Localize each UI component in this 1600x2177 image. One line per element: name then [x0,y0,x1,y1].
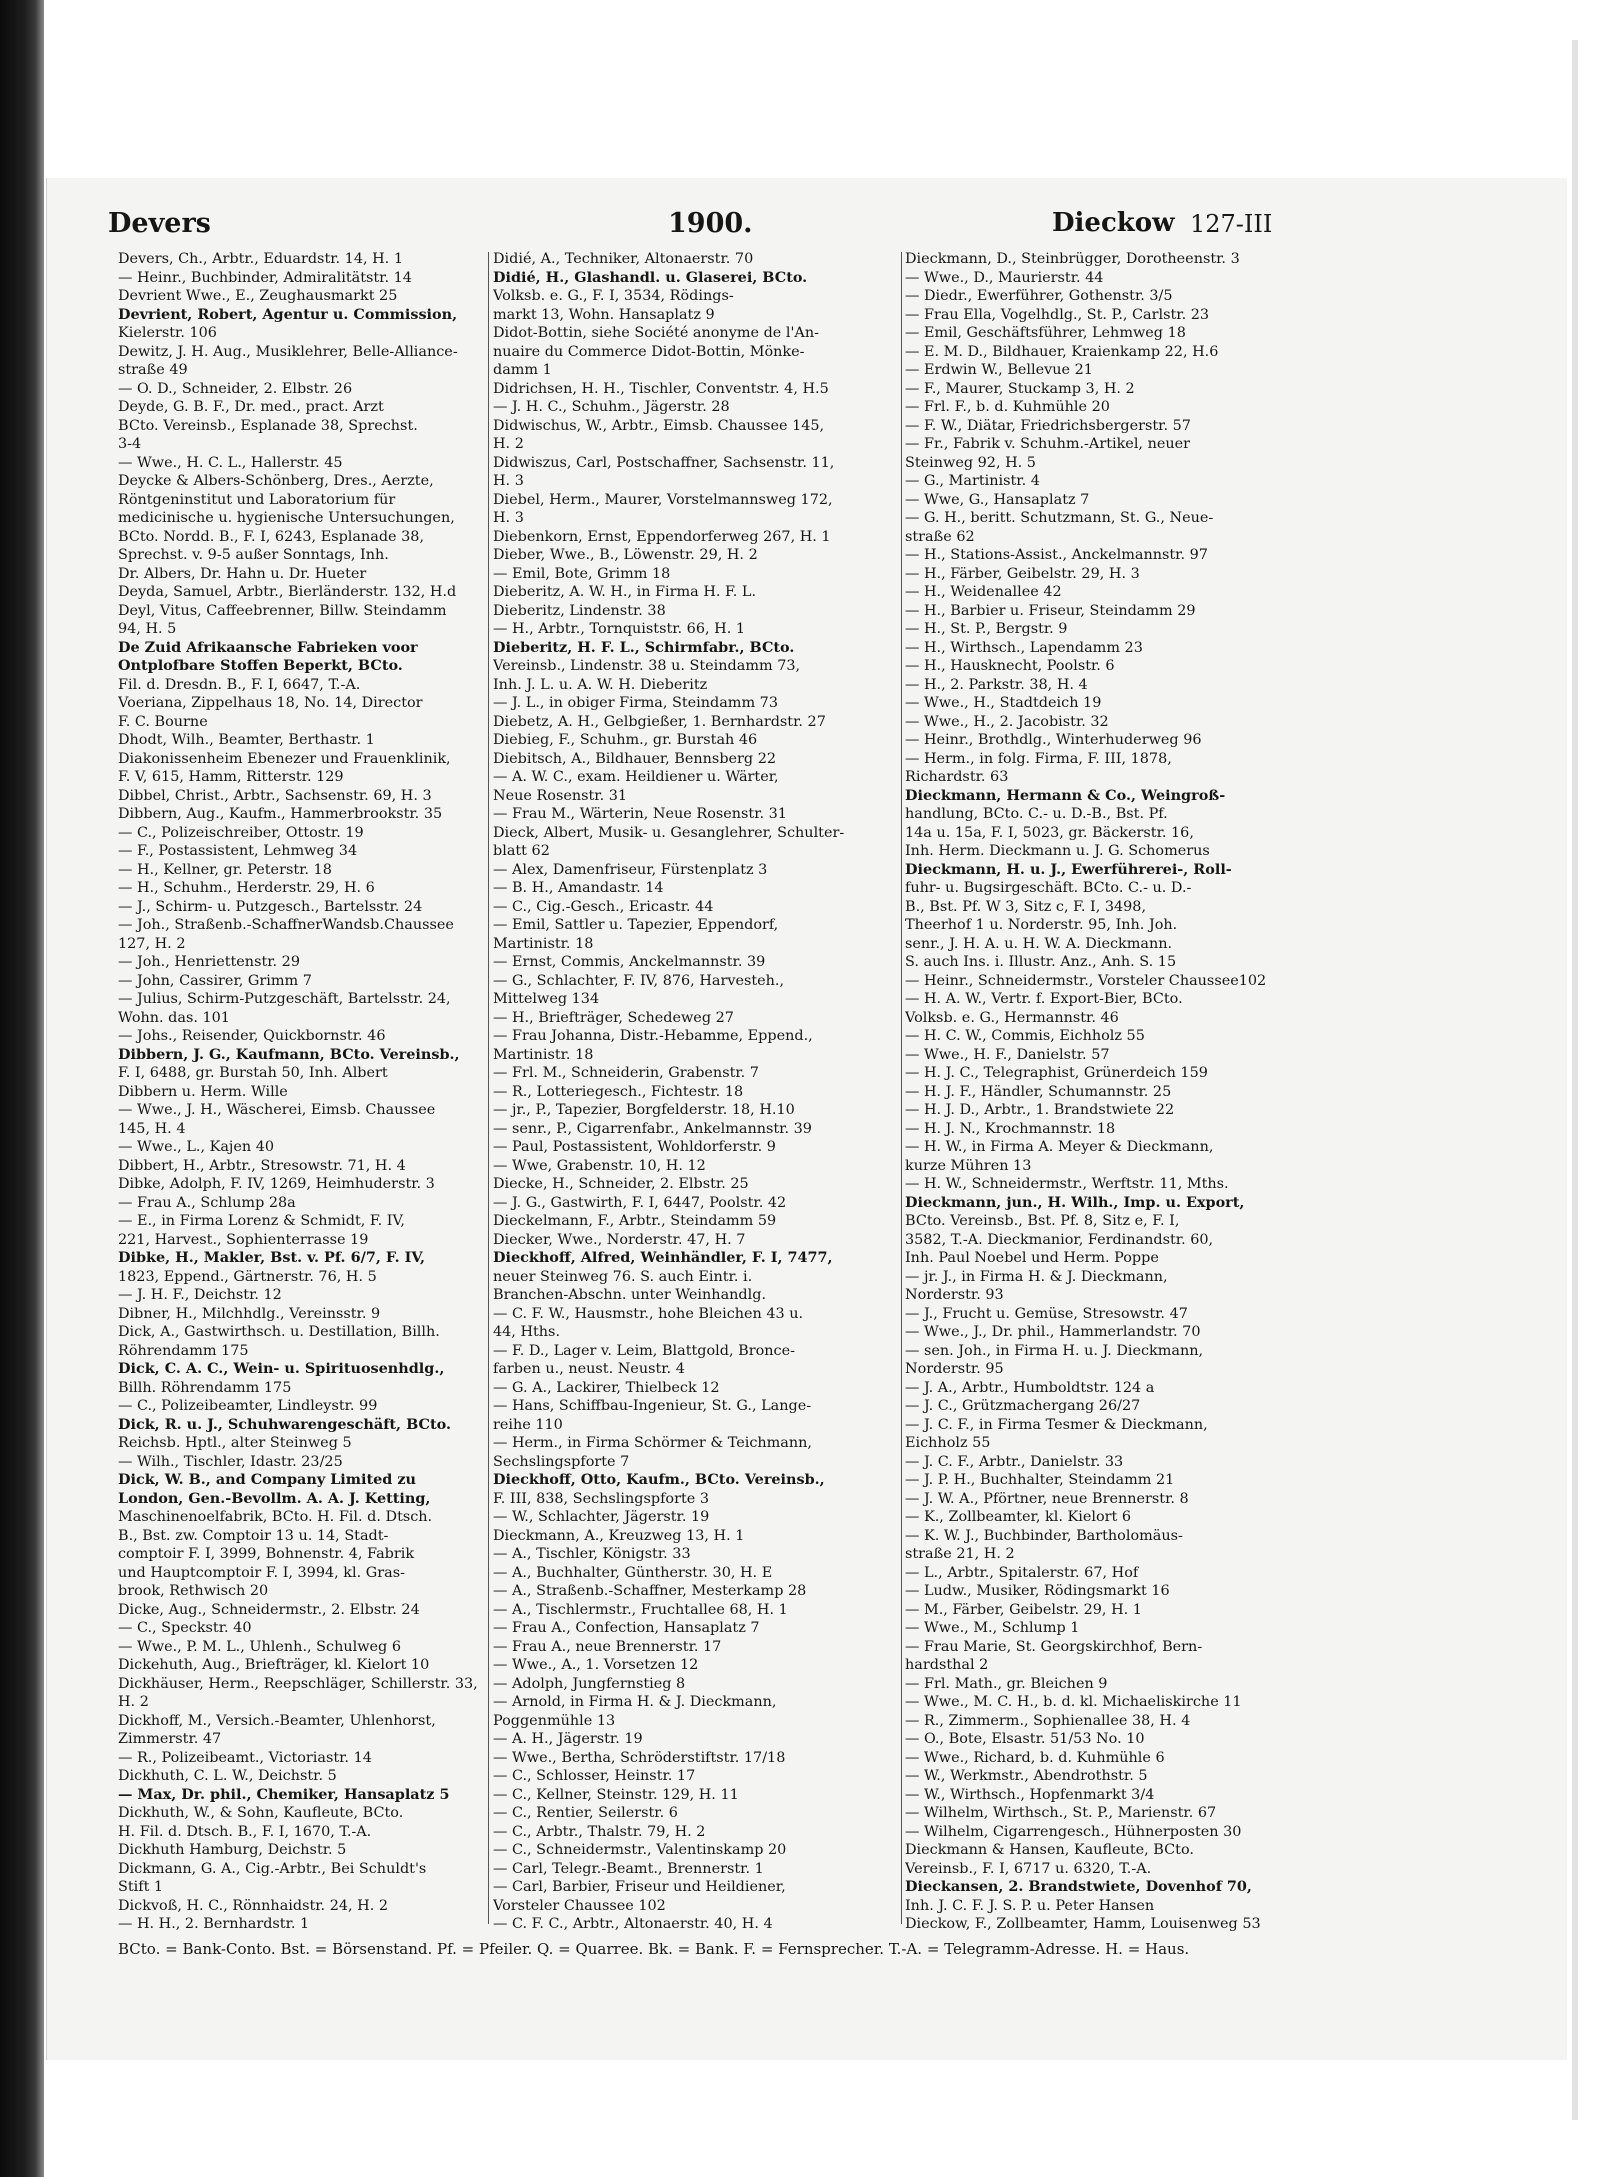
directory-entry-line: Volksb. e. G., F. I, 3534, Rödings- [493,288,734,304]
directory-entry-line: H. 3 [493,510,524,526]
directory-entry-line: — A., Straßenb.-Schaffner, Mesterkamp 28 [493,1583,807,1599]
directory-entry-line: Dieckansen, 2. Brandstwiete, Dovenhof 70, [905,1878,1252,1895]
directory-entry-line: Dickhuth Hamburg, Deichstr. 5 [118,1842,347,1858]
directory-entry-line: fuhr- u. Bugsirgeschäft. BCto. C.- u. D.- [905,880,1192,896]
directory-entry-line: Stift 1 [118,1879,164,1895]
directory-entry-line: — Wwe., H. C. L., Hallerstr. 45 [118,454,343,471]
directory-entry-line: Dieberitz, H. F. L., Schirmfabr., BCto. [493,638,795,656]
directory-entry-line: — W., Wirthsch., Hopfenmarkt 3/4 [905,1786,1155,1803]
directory-entry-line: Dickhoff, M., Versich.-Beamter, Uhlenhorst, [118,1712,436,1729]
directory-entry-line: Dibbern, Aug., Kaufm., Hammerbrookstr. 35 [118,806,443,822]
directory-entry-line: — J. W. A., Pförtner, neue Brennerstr. 8 [905,1490,1189,1507]
directory-entry-line: Ontplofbare Stoffen Beperkt, BCto. [118,657,403,674]
directory-entry-line: Dickhäuser, Herm., Reepschläger, Schillerstr. 33, [118,1675,478,1692]
directory-entry-line: — Wwe., P. M. L., Uhlenh., Schulweg 6 [118,1638,401,1655]
directory-entry-line: Dibner, H., Milchhdlg., Vereinsstr. 9 [118,1305,381,1322]
directory-entry-line: — G., Martinistr. 4 [905,473,1040,489]
directory-entry-line: brook, Rethwisch 20 [118,1583,269,1599]
directory-entry-line: Dewitz, J. H. Aug., Musiklehrer, Belle-Alliance- [118,343,458,360]
directory-entry-line: Diebel, Herm., Maurer, Vorstelmannsweg 172, [493,491,833,508]
directory-entry-line: — G., Schlachter, F. IV, 876, Harvesteh., [493,972,785,989]
directory-entry-line: Diebetz, A. H., Gelbgießer, 1. Bernhardstr. 27 [493,713,826,730]
directory-entry-line: Billh. Röhrendamm 175 [118,1379,292,1396]
directory-entry-line: — Hans, Schiffbau-Ingenieur, St. G., Lange- [493,1398,812,1414]
directory-entry-line: Dicke, Aug., Schneidermstr., 2. Elbstr. 24 [118,1601,420,1618]
directory-entry-line: — H., Schuhm., Herderstr. 29, H. 6 [118,880,375,896]
directory-entry-line: De Zuid Afrikaansche Fabrieken voor [118,638,418,656]
directory-entry-line: — E. M. D., Bildhauer, Kraienkamp 22, H.6 [905,343,1219,360]
directory-entry-line: — Wwe., M. C. H., b. d. kl. Michaeliskirche 11 [905,1694,1242,1710]
directory-entry-line: Didwischus, W., Arbtr., Eimsb. Chaussee 145, [493,417,825,434]
directory-entry-line: — H., Weidenallee 42 [905,584,1062,600]
directory-entry-line: Dickehuth, Aug., Briefträger, kl. Kielort 10 [118,1657,430,1673]
directory-entry-line: Norderstr. 93 [905,1287,1004,1303]
directory-entry-line: Deyde, G. B. F., Dr. med., pract. Arzt [118,399,384,415]
directory-entry-line: Reichsb. Hptl., alter Steinweg 5 [118,1435,352,1451]
directory-entry-line: — F., Postassistent, Lehmweg 34 [118,843,358,859]
directory-entry-line: Volksb. e. G., Hermannstr. 46 [905,1009,1119,1026]
directory-entry-line: Dieck, Albert, Musik- u. Gesanglehrer, Schulter- [493,824,845,841]
directory-entry-line: — Arnold, in Firma H. & J. Dieckmann, [493,1694,777,1710]
directory-entry-line: — H. W., Schneidermstr., Werftstr. 11, Mths. [905,1176,1229,1192]
directory-entry-line: — A., Tischler, Königstr. 33 [493,1546,691,1562]
directory-entry-line: Norderstr. 95 [905,1361,1004,1377]
directory-entry-line: Dieckmann, D., Steinbrügger, Dorotheenstr. 3 [905,251,1240,267]
directory-entry-line: — Wwe., D., Maurierstr. 44 [905,269,1104,286]
directory-entry-line: — Frl. F., b. d. Kuhmühle 20 [905,399,1110,415]
directory-entry-line: — G. A., Lackirer, Thielbeck 12 [493,1379,720,1396]
directory-entry-line: Diebieg, F., Schuhm., gr. Burstah 46 [493,732,758,748]
directory-entry-line: medicinische u. hygienische Untersuchungen, [118,510,455,526]
directory-entry-line: 3582, T.-A. Dieckmanior, Ferdinandstr. 60, [905,1231,1214,1248]
directory-entry-line: Dibbel, Christ., Arbtr., Sachsenstr. 69, H. 3 [118,787,432,804]
directory-entry-line: — R., Polizeibeamt., Victoriastr. 14 [118,1749,372,1766]
directory-entry-line: Sechslingspforte 7 [493,1453,630,1470]
directory-entry-line: Dieberitz, A. W. H., in Firma H. F. L. [493,584,757,600]
directory-entry-line: Dieckow, F., Zollbeamter, Hamm, Louisenweg 53 [905,1916,1261,1932]
directory-entry-line: Didrichsen, H. H., Tischler, Conventstr. 4, H.5 [493,380,829,397]
directory-entry-line: — R., Zimmerm., Sophienallee 38, H. 4 [905,1712,1191,1729]
directory-entry-line: kurze Mühren 13 [905,1157,1032,1174]
directory-entry-line: 221, Harvest., Sophienterrasse 19 [118,1231,369,1248]
header-right-word: Dieckow [1052,208,1175,238]
directory-entry-line: — J. G., Gastwirth, F. I, 6447, Poolstr. 42 [493,1194,787,1211]
directory-entry-line: — H. C. W., Commis, Eichholz 55 [905,1028,1145,1044]
directory-entry-line: — H., Wirthsch., Lapendamm 23 [905,639,1143,656]
directory-entry-line: Diecker, Wwe., Norderstr. 47, H. 7 [493,1231,746,1248]
directory-entry-line: — Alex, Damenfriseur, Fürstenplatz 3 [493,861,768,878]
directory-entry-line: BCto. Nordd. B., F. I, 6243, Esplanade 38, [118,528,425,545]
directory-entry-line: — K., Zollbeamter, kl. Kielort 6 [905,1509,1132,1525]
directory-entry-line: — J. C. F., in Firma Tesmer & Dieckmann, [905,1416,1208,1433]
directory-entry-line: — Frl. Math., gr. Bleichen 9 [905,1675,1108,1692]
directory-entry-line: Dickhuth, W., & Sohn, Kaufleute, BCto. [118,1805,404,1821]
directory-entry-line: — H., Stations-Assist., Anckelmannstr. 97 [905,547,1208,563]
directory-entry-line: — C., Kellner, Steinstr. 129, H. 11 [493,1786,739,1803]
directory-entry-line: Dieckhoff, Alfred, Weinhändler, F. I, 7477, [493,1249,833,1266]
directory-entry-line: — H., Kellner, gr. Peterstr. 18 [118,861,332,878]
directory-entry-line: farben u., neust. Neustr. 4 [493,1361,685,1377]
directory-entry-line: — C. F. C., Arbtr., Altonaerstr. 40, H. 4 [493,1916,773,1932]
directory-entry-line: — H. H., 2. Bernhardstr. 1 [118,1916,310,1932]
directory-entry-line: comptoir F. I, 3999, Bohnenstr. 4, Fabrik [118,1546,415,1562]
directory-entry-line: Martinistr. 18 [493,1046,594,1063]
directory-entry-line: B., Bst. Pf. W 3, Sitz c, F. I, 3498, [905,898,1147,915]
abbreviation-legend: BCto. = Bank-Conto. Bst. = Börsenstand. Pf. = Pfeiler. Q. = Quarree. Bk. = Bank. F. = Fernsprecher. T.-A. = Telegramm-Adresse. H. = Haus. [118,1940,1190,1958]
directory-entry-line: Maschinenoelfabrik, BCto. H. Fil. d. Dtsch. [118,1509,433,1525]
directory-entry-line: reihe 110 [493,1416,563,1433]
directory-entry-line: 44, Hths. [493,1324,561,1340]
directory-entry-line: — Ernst, Commis, Anckelmannstr. 39 [493,954,766,970]
directory-entry-line: — Frau A., Confection, Hansaplatz 7 [493,1620,760,1636]
directory-entry-line: — Heinr., Schneidermstr., Vorsteler Chaussee102 [905,972,1267,989]
directory-entry-line: — Wwe., Bertha, Schröderstiftstr. 17/18 [493,1749,786,1766]
directory-entry-line: — J., Frucht u. Gemüse, Stresowstr. 47 [905,1305,1188,1322]
directory-entry-line: — K. W. J., Buchbinder, Bartholomäus- [905,1527,1183,1544]
directory-entry-line: handlung, BCto. C.- u. D.-B., Bst. Pf. [905,806,1168,822]
directory-entry-line: Voeriana, Zippelhaus 18, No. 14, Director [118,695,423,711]
directory-entry-line: F. V, 615, Hamm, Ritterstr. 129 [118,769,344,785]
directory-entry-line: Vereinsb., Lindenstr. 38 u. Steindamm 73, [493,658,801,674]
directory-entry-line: — Emil, Sattler u. Tapezier, Eppendorf, [493,917,779,933]
directory-entry-line: Martinistr. 18 [493,935,594,952]
directory-entry-line: Dr. Albers, Dr. Hahn u. Dr. Hueter [118,565,367,582]
header-left-word: Devers [108,208,211,239]
directory-entry-line: H. Fil. d. Dtsch. B., F. I, 1670, T.-A. [118,1823,372,1840]
directory-entry-line: Inh. Herm. Dieckmann u. J. G. Schomerus [905,843,1210,859]
directory-entry-line: blatt 62 [493,843,550,859]
directory-entry-line: — C., Arbtr., Thalstr. 79, H. 2 [493,1823,706,1840]
directory-entry-line: — O. D., Schneider, 2. Elbstr. 26 [118,380,353,397]
directory-entry-line: Fil. d. Dresdn. B., F. I, 6647, T.-A. [118,676,361,693]
directory-entry-line: — F. W., Diätar, Friedrichsbergerstr. 57 [905,417,1191,434]
directory-entry-line: — A. H., Jägerstr. 19 [493,1731,643,1747]
directory-entry-line: H. 2 [118,1694,149,1710]
directory-entry-line: — H. J. F., Händler, Schumannstr. 25 [905,1083,1172,1100]
directory-entry-line: Inh. J. C. F. J. S. P. u. Peter Hansen [905,1897,1155,1914]
directory-entry-line: Deyda, Samuel, Arbtr., Bierländerstr. 132, H.d [118,584,457,600]
directory-entry-line: — O., Bote, Elsastr. 51/53 No. 10 [905,1731,1145,1747]
directory-entry-line: Röntgeninstitut und Laboratorium für [118,491,396,508]
directory-entry-line: — J. L., in obiger Firma, Steindamm 73 [493,695,778,711]
directory-entry-line: — C., Rentier, Seilerstr. 6 [493,1805,678,1821]
directory-entry-line: Dick, A., Gastwirthsch. u. Destillation, Billh. [118,1324,440,1340]
directory-entry-line: — J., Schirm- u. Putzgesch., Bartelsstr. 24 [118,898,423,915]
directory-entry-line: — Max, Dr. phil., Chemiker, Hansaplatz 5 [118,1785,450,1803]
directory-entry-line: — Heinr., Brothdlg., Winterhuderweg 96 [905,732,1202,748]
directory-entry-line: Dibke, H., Makler, Bst. v. Pf. 6/7, F. IV, [118,1249,426,1266]
directory-entry-line: Eichholz 55 [905,1435,991,1451]
directory-entry-line: — senr., P., Cigarrenfabr., Ankelmannstr. 39 [493,1120,812,1137]
directory-entry-line: — M., Färber, Geibelstr. 29, H. 1 [905,1601,1142,1618]
header-year: 1900. [668,208,753,239]
directory-entry-line: — R., Lotteriegesch., Fichtestr. 18 [493,1083,744,1100]
directory-entry-line: — J. P. H., Buchhalter, Steindamm 21 [905,1472,1175,1488]
directory-entry-line: — Wwe., H., 2. Jacobistr. 32 [905,713,1109,730]
directory-entry-line: Diebenkorn, Ernst, Eppendorferweg 267, H. 1 [493,528,831,545]
directory-entry-line: — Wwe, G., Hansaplatz 7 [905,491,1090,508]
directory-entry-line: Zimmerstr. 47 [118,1731,222,1747]
directory-entry-line: — Wilhelm, Cigarrengesch., Hühnerposten 30 [905,1823,1242,1840]
directory-entry-line: Vorsteler Chaussee 102 [493,1897,666,1914]
directory-entry-line: — Wwe., J., Dr. phil., Hammerlandstr. 70 [905,1324,1201,1340]
page-edge [1572,40,1578,2120]
directory-entry-line: 94, H. 5 [118,621,177,637]
directory-entry-line: — Heinr., Buchbinder, Admiralitätstr. 14 [118,269,412,286]
directory-entry-line: Dickvoß, H. C., Rönnhaidstr. 24, H. 2 [118,1897,389,1914]
directory-entry-line: S. auch Ins. i. Illustr. Anz., Anh. S. 15 [905,954,1177,970]
directory-entry-line: Dibbern u. Herm. Wille [118,1083,288,1100]
directory-entry-line: — L., Arbtr., Spitalerstr. 67, Hof [905,1564,1139,1581]
directory-entry-line: Dieckmann, Hermann & Co., Weingroß- [905,786,1226,804]
directory-entry-line: damm 1 [493,362,552,378]
directory-entry-line: — sen. Joh., in Firma H. u. J. Dieckmann, [905,1342,1204,1359]
directory-entry-line: — Johs., Reisender, Quickbornstr. 46 [118,1028,386,1044]
directory-entry-line: — Adolph, Jungfernstieg 8 [493,1675,686,1692]
directory-entry-line: Dickhuth, C. L. W., Deichstr. 5 [118,1768,337,1784]
directory-entry-line: Theerhof 1 u. Norderstr. 95, Inh. Joh. [905,917,1178,933]
directory-entry-line: senr., J. H. A. u. H. W. A. Dieckmann. [905,935,1173,952]
directory-entry-line: — Joh., Straßenb.-SchaffnerWandsb.Chaussee [118,917,454,933]
directory-entry-line: — G. H., beritt. Schutzmann, St. G., Neue- [905,510,1214,526]
directory-entry-line: straße 49 [118,362,188,378]
directory-column-2 [493,250,901,1934]
directory-entry-line: — Herm., in Firma Schörmer & Teichmann, [493,1435,812,1451]
directory-entry-line: B., Bst. zw. Comptoir 13 u. 14, Stadt- [118,1527,389,1544]
directory-entry-line: Vereinsb., F. I, 6717 u. 6320, T.-A. [905,1860,1152,1877]
directory-entry-line: — C. F. W., Hausmstr., hohe Bleichen 43 u. [493,1305,804,1322]
directory-entry-line: — Herm., in folg. Firma, F. III, 1878, [905,750,1172,767]
directory-entry-line: — Joh., Henriettenstr. 29 [118,954,300,970]
directory-entry-line: Dieckelmann, F., Arbtr., Steindamm 59 [493,1213,777,1229]
directory-entry-line: — Julius, Schirm-Putzgeschäft, Bartelsstr. 24, [118,991,451,1007]
directory-entry-line: Deyl, Vitus, Caffeebrenner, Billw. Steindamm [118,602,447,619]
directory-entry-line: Dibbert, H., Arbtr., Stresowstr. 71, H. 4 [118,1157,406,1174]
directory-entry-line: — H., 2. Parkstr. 38, H. 4 [905,676,1088,693]
directory-entry-line: — C., Schneidermstr., Valentinskamp 20 [493,1842,787,1858]
directory-entry-line: Dhodt, Wilh., Beamter, Berthastr. 1 [118,732,375,748]
directory-entry-line: Dickmann, G. A., Cig.-Arbtr., Bei Schuldt's [118,1860,427,1877]
directory-entry-line: 14a u. 15a, F. I, 5023, gr. Bäckerstr. 16, [905,824,1194,841]
directory-entry-line: Wohn. das. 101 [118,1009,230,1026]
directory-entry-line: — Carl, Barbier, Friseur und Heildiener, [493,1879,786,1895]
directory-entry-line: nuaire du Commerce Didot-Bottin, Mönke- [493,343,805,360]
directory-entry-line: Dieckmann, jun., H. Wilh., Imp. u. Export, [905,1193,1245,1211]
directory-entry-line: — Wwe., A., 1. Vorsetzen 12 [493,1657,699,1673]
directory-entry-line: H. 3 [493,473,524,489]
directory-entry-line: neuer Steinweg 76. S. auch Eintr. i. [493,1268,753,1285]
directory-entry-line: Branchen-Abschn. unter Weinhandlg. [493,1287,767,1303]
directory-entry-line: — W., Schlachter, Jägerstr. 19 [493,1509,710,1525]
directory-entry-line: — Paul, Postassistent, Wohldorferstr. 9 [493,1139,776,1155]
directory-entry-line: Mittelweg 134 [493,991,600,1007]
directory-entry-line: Richardstr. 63 [905,769,1009,785]
directory-entry-line: — H. W., in Firma A. Meyer & Dieckmann, [905,1139,1214,1155]
directory-entry-line: — J. C., Grützmachergang 26/27 [905,1398,1141,1414]
directory-entry-line: — Fr., Fabrik v. Schuhm.-Artikel, neuer [905,436,1191,452]
directory-entry-line: — H., Arbtr., Tornquiststr. 66, H. 1 [493,621,745,637]
directory-entry-line: — A., Buchhalter, Güntherstr. 30, H. E [493,1564,773,1581]
directory-entry-line: 145, H. 4 [118,1120,186,1137]
directory-entry-line: Dibbern, J. G., Kaufmann, BCto. Vereinsb., [118,1045,460,1063]
directory-entry-line: Dieckhoff, Otto, Kaufm., BCto. Vereinsb., [493,1471,825,1488]
directory-entry-line: — Frau A., Schlump 28a [118,1194,296,1211]
directory-entry-line: — J. A., Arbtr., Humboldtstr. 124 a [905,1379,1155,1396]
directory-entry-line: — H., Färber, Geibelstr. 29, H. 3 [905,565,1140,582]
directory-entry-line: — Wwe., J. H., Wäscherei, Eimsb. Chaussee [118,1102,436,1118]
directory-entry-line: Kielerstr. 106 [118,325,217,341]
directory-entry-line: — C., Polizeischreiber, Ottostr. 19 [118,824,364,841]
directory-entry-line: — J. H. C., Schuhm., Jägerstr. 28 [493,399,730,415]
directory-entry-line: — Ludw., Musiker, Rödingsmarkt 16 [905,1583,1170,1599]
directory-entry-line: — C., Schlosser, Heinstr. 17 [493,1768,696,1784]
directory-entry-line: — H., St. P., Bergstr. 9 [905,621,1068,637]
directory-entry-line: 3-4 [118,436,142,452]
directory-entry-line: Devers, Ch., Arbtr., Eduardstr. 14, H. 1 [118,251,403,267]
directory-entry-line: — Wwe., L., Kajen 40 [118,1139,275,1155]
directory-entry-line: — Diedr., Ewerführer, Gothenstr. 3/5 [905,288,1173,304]
page-header [108,208,1288,248]
directory-entry-line: — Frl. M., Schneiderin, Grabenstr. 7 [493,1065,759,1081]
directory-entry-line: — A. W. C., exam. Heildiener u. Wärter, [493,769,779,785]
directory-entry-line: — H. J. N., Krochmannstr. 18 [905,1120,1116,1137]
directory-entry-line: — C., Speckstr. 40 [118,1620,252,1636]
directory-entry-line: F. III, 838, Sechslingspforte 3 [493,1490,709,1507]
directory-entry-line: Diakonissenheim Ebenezer und Frauenklinik, [118,750,451,767]
directory-entry-line: — Frau Marie, St. Georgskirchhof, Bern- [905,1638,1203,1655]
directory-entry-line: Didwiszus, Carl, Postschaffner, Sachsenstr. 11, [493,454,835,471]
directory-entry-line: Dick, R. u. J., Schuhwarengeschäft, BCto. [118,1415,451,1433]
directory-entry-line: straße 21, H. 2 [905,1546,1015,1562]
directory-entry-line: — C., Polizeibeamter, Lindleystr. 99 [118,1398,378,1414]
directory-entry-line: — A., Tischlermstr., Fruchtallee 68, H. 1 [493,1601,788,1618]
directory-entry-line: F. C. Bourne [118,713,208,730]
directory-entry-line: — H. J. D., Arbtr., 1. Brandstwiete 22 [905,1102,1175,1118]
directory-entry-line: Dieckmann, H. u. J., Ewerführerei-, Roll- [905,860,1232,878]
directory-entry-line: — E., in Firma Lorenz & Schmidt, F. IV, [118,1213,405,1229]
directory-entry-line: — Carl, Telegr.-Beamt., Brennerstr. 1 [493,1860,764,1877]
directory-entry-line: — Frau A., neue Brennerstr. 17 [493,1638,722,1655]
directory-entry-line: — B. H., Amandastr. 14 [493,880,664,896]
directory-entry-line: — Wwe., M., Schlump 1 [905,1620,1080,1636]
directory-entry-line: BCto. Vereinsb., Bst. Pf. 8, Sitz e, F. I, [905,1213,1180,1229]
directory-entry-line: — Wilhelm, Wirthsch., St. P., Marienstr. 67 [905,1805,1217,1821]
directory-entry-line: straße 62 [905,528,975,545]
directory-entry-line: 127, H. 2 [118,935,186,952]
directory-entry-line: — jr. J., in Firma H. & J. Dieckmann, [905,1268,1168,1285]
directory-entry-line: Dick, W. B., and Company Limited zu [118,1471,416,1488]
directory-entry-line: Didié, A., Techniker, Altonaerstr. 70 [493,251,754,267]
directory-entry-line: und Hauptcomptoir F. I, 3994, kl. Gras- [118,1564,405,1581]
directory-entry-line: — H., Barbier u. Friseur, Steindamm 29 [905,602,1196,619]
directory-entry-line: — Wwe., Richard, b. d. Kuhmühle 6 [905,1749,1165,1766]
directory-entry-line: — H., Briefträger, Schedeweg 27 [493,1009,734,1026]
directory-entry-line: Sprechst. v. 9-5 außer Sonntags, Inh. [118,547,389,563]
directory-entry-line: — F., Maurer, Stuckamp 3, H. 2 [905,380,1135,397]
directory-entry-line: Neue Rosenstr. 31 [493,787,628,804]
directory-entry-line: Diebitsch, A., Bildhauer, Bennsberg 22 [493,750,777,767]
directory-entry-line: — H. J. C., Telegraphist, Grünerdeich 159 [905,1065,1208,1081]
directory-entry-line: F. I, 6488, gr. Burstah 50, Inh. Albert [118,1065,388,1081]
column-rule [901,252,902,1924]
directory-entry-line: Steinweg 92, H. 5 [905,454,1036,471]
directory-entry-line: — Erdwin W., Bellevue 21 [905,362,1093,378]
directory-entry-line: Röhrendamm 175 [118,1342,249,1359]
directory-entry-line: — Frau Johanna, Distr.-Hebamme, Eppend., [493,1028,813,1044]
directory-entry-line: 1823, Eppend., Gärtnerstr. 76, H. 5 [118,1268,377,1285]
directory-entry-line: Deycke & Albers-Schönberg, Dres., Aerzte, [118,473,434,489]
directory-entry-line: — H. A. W., Vertr. f. Export-Bier, BCto. [905,991,1183,1007]
directory-entry-line: Dick, C. A. C., Wein- u. Spirituosenhdlg., [118,1360,445,1377]
directory-entry-line: hardsthal 2 [905,1657,989,1673]
directory-entry-line: Didié, H., Glashandl. u. Glaserei, BCto. [493,268,808,286]
directory-entry-line: — H., Hausknecht, Poolstr. 6 [905,658,1115,674]
page-number: 127-III [1190,210,1273,238]
directory-entry-line: BCto. Vereinsb., Esplanade 38, Sprechst. [118,417,418,434]
directory-entry-line: — Wwe, Grabenstr. 10, H. 12 [493,1157,706,1174]
directory-entry-line: — Emil, Bote, Grimm 18 [493,565,671,582]
directory-entry-line: — Emil, Geschäftsführer, Lehmweg 18 [905,325,1186,341]
directory-entry-line: Devrient Wwe., E., Zeughausmarkt 25 [118,288,398,304]
directory-entry-line: Inh. Paul Noebel und Herm. Poppe [905,1250,1159,1266]
directory-entry-line: — J. H. F., Deichstr. 12 [118,1287,282,1303]
directory-entry-line: — F. D., Lager v. Leim, Blattgold, Bronce- [493,1342,795,1359]
directory-entry-line: markt 13, Wohn. Hansaplatz 9 [493,306,715,323]
directory-entry-line: Poggenmühle 13 [493,1712,616,1729]
directory-entry-line: Diecke, H., Schneider, 2. Elbstr. 25 [493,1176,749,1192]
directory-entry-line: — Wwe., H., Stadtdeich 19 [905,695,1102,711]
directory-entry-line: Devrient, Robert, Agentur u. Commission, [118,305,458,323]
directory-entry-line: — Frau Ella, Vogelhdlg., St. P., Carlstr. 23 [905,306,1210,323]
directory-entry-line: Didot-Bottin, siehe Société anonyme de l'An- [493,325,819,341]
directory-entry-line: — W., Werkmstr., Abendrothstr. 5 [905,1768,1148,1784]
directory-entry-line: — John, Cassirer, Grimm 7 [118,972,312,989]
directory-column-1 [118,250,488,1934]
directory-entry-line: Dibke, Adolph, F. IV, 1269, Heimhuderstr. 3 [118,1176,435,1192]
directory-entry-line: — C., Cig.-Gesch., Ericastr. 44 [493,898,714,915]
column-rule [488,252,489,1924]
directory-entry-line: Inh. J. L. u. A. W. H. Dieberitz [493,676,708,693]
directory-column-3 [905,250,1287,1934]
directory-entry-line: Dieberitz, Lindenstr. 38 [493,602,666,619]
directory-entry-line: — Wwe., H. F., Danielstr. 57 [905,1046,1110,1063]
directory-entry-line: Dieckmann, A., Kreuzweg 13, H. 1 [493,1527,745,1544]
directory-entry-line: Dieckmann & Hansen, Kaufleute, BCto. [905,1842,1194,1858]
directory-entry-line: Dieber, Wwe., B., Löwenstr. 29, H. 2 [493,547,758,563]
book-spine [0,0,44,2177]
directory-entry-line: London, Gen.-Bevollm. A. A. J. Ketting, [118,1489,431,1507]
directory-entry-line: — Wilh., Tischler, Idastr. 23/25 [118,1453,343,1470]
directory-entry-line: — Frau M., Wärterin, Neue Rosenstr. 31 [493,806,787,822]
directory-entry-line: — J. C. F., Arbtr., Danielstr. 33 [905,1453,1124,1470]
directory-entry-line: — jr., P., Tapezier, Borgfelderstr. 18, H.10 [493,1102,795,1118]
directory-entry-line: H. 2 [493,436,524,452]
